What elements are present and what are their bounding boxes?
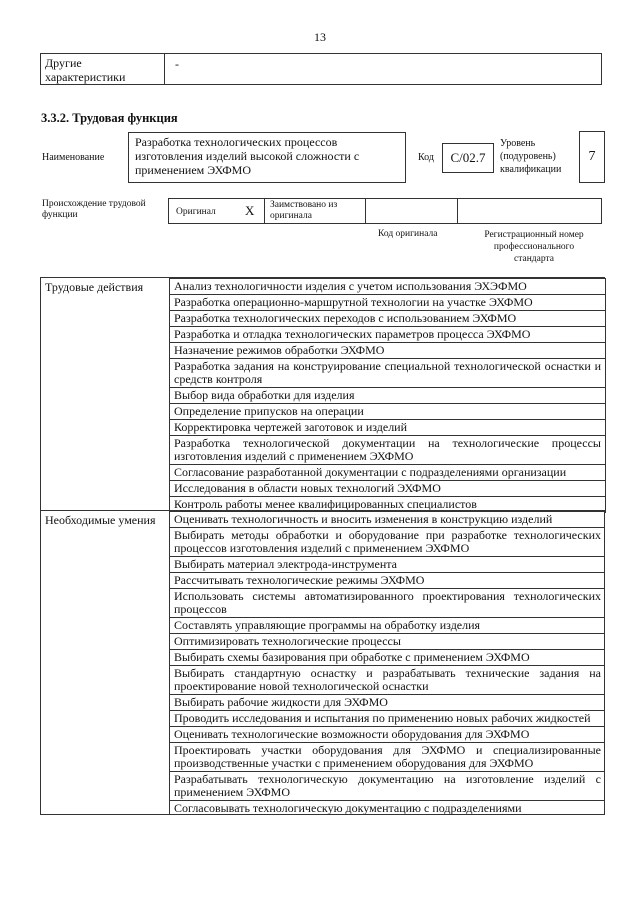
skill-item: Выбирать схемы базирования при обработке с применением ЭХФМО <box>169 649 605 666</box>
name-label: Наименование <box>42 152 105 163</box>
level-label: Уровень (подуровень) квалификации <box>500 138 562 175</box>
skill-item: Рассчитывать технологические режимы ЭХФМО <box>169 572 605 589</box>
skill-item: Выбирать рабочие жидкости для ЭХФМО <box>169 694 605 711</box>
origin-label: Происхождение трудовой функции <box>42 199 146 220</box>
page-number: 13 <box>314 30 326 44</box>
labor-action-item: Исследования в области новых технологий ЭХФМО <box>169 480 606 497</box>
skills-group <box>40 510 605 815</box>
skill-item: Составлять управляющие программы на обработку изделия <box>169 617 605 634</box>
other-characteristics-label: Другие характеристики <box>41 54 165 84</box>
skills-label: Необходимые умения <box>45 513 156 527</box>
code-label: Код <box>418 152 434 163</box>
labor-action-item: Выбор вида обработки для изделия <box>169 387 606 404</box>
original-label: Оригинал <box>176 207 216 217</box>
skill-item: Оценивать технологические возможности оборудования для ЭХФМО <box>169 726 605 743</box>
code-original-label: Код оригинала <box>378 229 438 239</box>
labor-action-item: Разработка технологических переходов с использованием ЭХФМО <box>169 310 606 327</box>
labor-actions-list <box>169 278 606 512</box>
skill-item: Выбирать методы обработки и оборудование при разработке технологических процессов изготовления изделий с применением ЭХФМО <box>169 527 605 557</box>
labor-actions-label: Трудовые действия <box>45 280 144 294</box>
labor-action-item: Контроль работы менее квалифицированных специалистов <box>169 496 606 513</box>
skill-item: Оптимизировать технологические процессы <box>169 633 605 650</box>
original-mark: X <box>245 203 255 218</box>
labor-actions-group <box>40 277 605 511</box>
section-heading: 3.3.2. Трудовая функция <box>41 111 178 125</box>
labor-action-item: Корректировка чертежей заготовок и изделий <box>169 419 606 436</box>
skill-item: Выбирать материал электрода-инструмента <box>169 556 605 573</box>
skill-item: Оценивать технологичность и вносить изменения в конструкцию изделий <box>169 511 605 528</box>
skill-item: Проводить исследования и испытания по применению новых рабочих жидкостей <box>169 710 605 727</box>
origin-row <box>168 198 602 224</box>
skill-item: Использовать системы автоматизированного проектирования технологических процессов <box>169 588 605 618</box>
labor-action-item: Разработка операционно-маршрутной технологии на участке ЭХФМО <box>169 294 606 311</box>
skills-list <box>169 511 605 815</box>
function-name-value: Разработка технологических процессов изготовления изделий высокой сложности с применением ЭХФМО <box>128 132 406 183</box>
level-value: 7 <box>579 131 605 183</box>
labor-action-item: Анализ технологичности изделия с учетом использования ЭХЭФМО <box>169 278 606 295</box>
code-value: C/02.7 <box>442 143 494 173</box>
labor-action-item: Согласование разработанной документации с подразделениями организации <box>169 464 606 481</box>
labor-action-item: Назначение режимов обработки ЭХФМО <box>169 342 606 359</box>
labor-action-item: Определение припусков на операции <box>169 403 606 420</box>
other-characteristics-table <box>40 53 602 85</box>
other-characteristics-value: - <box>175 57 179 71</box>
reg-number-label: Регистрационный номер профессионального стандарта <box>484 230 584 264</box>
skill-item: Проектировать участки оборудования для ЭХФМО и специализированные производственные участки с применением оборудования для ЭХФМО <box>169 742 605 772</box>
functions-table <box>40 277 605 900</box>
labor-action-item: Разработка технологической документации на технологические процессы изготовления изделий с применением ЭХФМО <box>169 435 606 465</box>
borrowed-label: Заимствовано из оригинала <box>270 200 338 221</box>
skill-item: Согласовывать технологическую документацию с подразделениями <box>169 800 605 815</box>
labor-action-item: Разработка задания на конструирование специальной технологической оснастки и средств контроля <box>169 358 606 388</box>
skill-item: Разрабатывать технологическую документацию на изготовление изделий с применением ЭХФМО <box>169 771 605 801</box>
skill-item: Выбирать стандартную оснастку и разрабатывать технические задания на проектирование новой технологической оснастки <box>169 665 605 695</box>
labor-action-item: Разработка и отладка технологических параметров процесса ЭХФМО <box>169 326 606 343</box>
